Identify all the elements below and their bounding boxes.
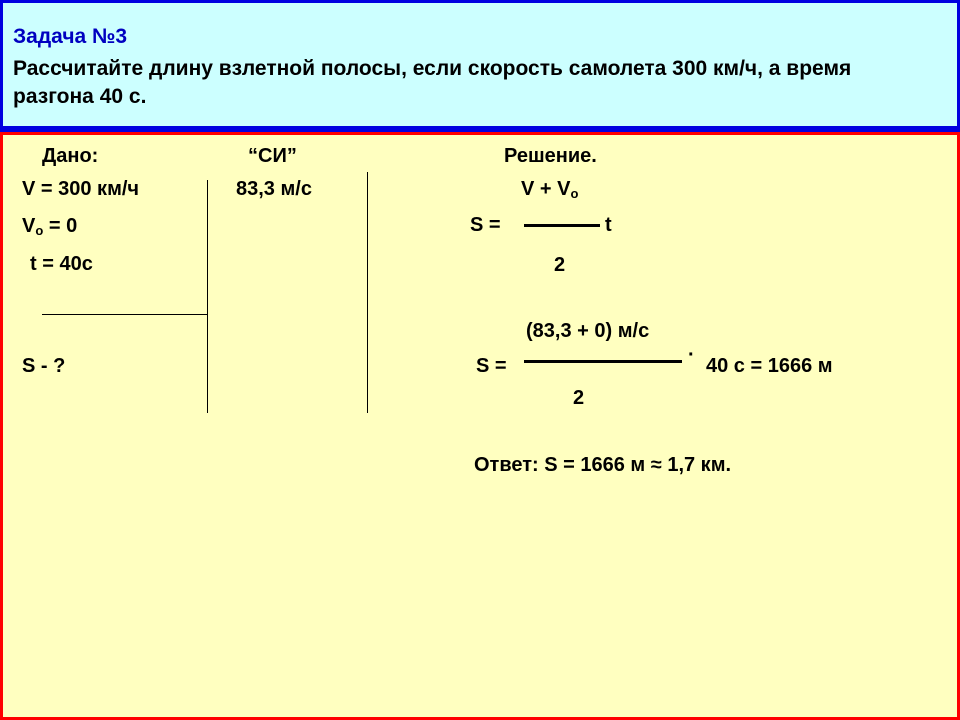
given-v0-sub: o [35,223,44,238]
task-header [0,0,960,132]
formula-fraction-line [524,224,600,227]
task-text: Рассчитайте длину взлетной полосы, если скорость самолета 300 км/ч, а время разгона 40 с. [13,57,852,108]
formula-denominator: 2 [554,254,566,276]
given-divider [207,180,208,413]
given-t: t = 40с [30,253,93,275]
calc-dot: · [688,344,695,366]
solution-heading: Решение. [504,145,597,167]
si-heading: “СИ” [248,145,297,167]
calc-fraction-line [524,360,682,363]
task-title: Задача №3 [13,25,128,48]
find-divider [42,314,208,315]
given-v0-symbol: V [22,215,36,237]
formula-num-main: V + V [521,178,571,200]
calc-numerator: (83,3 + 0) м/с [526,320,650,342]
calc-result: 40 с = 1666 м [706,355,833,377]
si-divider [367,172,368,413]
formula-numerator [521,178,578,201]
calc-lhs: S = [476,355,507,377]
si-v: 83,3 м/с [236,178,312,200]
answer: Ответ: S = 1666 м ≈ 1,7 км. [474,454,732,476]
given-v: V = 300 км/ч [22,178,140,200]
calc-denominator: 2 [573,387,585,409]
formula-multiplier: t [605,214,612,236]
formula-lhs: S = [470,214,501,236]
formula-num-sub: o [570,186,579,201]
given-heading: Дано: [42,145,99,167]
given-v0-value: = 0 [43,215,78,237]
given-v0 [22,215,77,238]
given-find: S - ? [22,355,66,377]
